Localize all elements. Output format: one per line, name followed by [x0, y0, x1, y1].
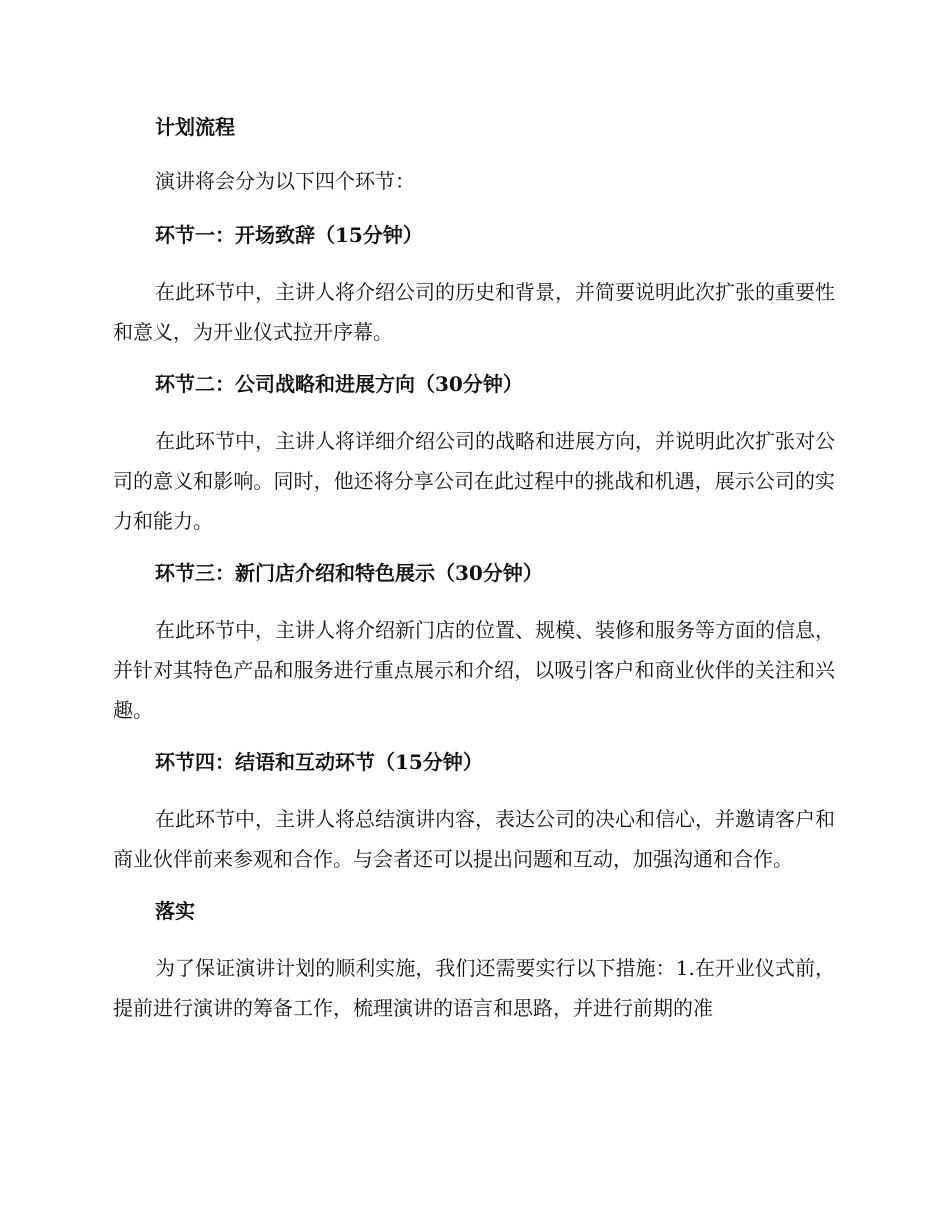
segment-3-body: 在此环节中，主讲人将介绍新门店的位置、规模、装修和服务等方面的信息，并针对其特色产品和服务进行重点展示和介绍，以吸引客户和商业伙伴的关注和兴趣。 — [113, 618, 835, 722]
segment-3-heading: 环节三：新门店介绍和特色展示（30分钟） — [155, 561, 543, 585]
segment-2-heading: 环节二：公司战略和进展方向（30分钟） — [155, 372, 523, 396]
implementation-title: 落实 — [155, 899, 195, 923]
segment-4-body: 在此环节中，主讲人将总结演讲内容，表达公司的决心和信心，并邀请客户和商业伙伴前来参观和合作。与会者还可以提出问题和互动，加强沟通和合作。 — [113, 807, 835, 871]
segment-1-body: 在此环节中，主讲人将介绍公司的历史和背景，并简要说明此次扩张的重要性和意义，为开业仪式拉开序幕。 — [113, 280, 835, 344]
section-title: 计划流程 — [155, 115, 235, 139]
segment-2-body: 在此环节中，主讲人将详细介绍公司的战略和进展方向，并说明此次扩张对公司的意义和影响。同时，他还将分享公司在此过程中的挑战和机遇，展示公司的实力和能力。 — [113, 429, 835, 533]
intro-text: 演讲将会分为以下四个环节： — [155, 169, 415, 193]
segment-4-heading: 环节四：结语和互动环节（15分钟） — [155, 750, 483, 774]
document-body — [113, 110, 835, 1043]
segment-1-heading: 环节一：开场致辞（15分钟） — [155, 223, 423, 247]
implementation-body: 为了保证演讲计划的顺利实施，我们还需要实行以下措施：1.在开业仪式前，提前进行演讲的筹备工作，梳理演讲的语言和思路，并进行前期的准 — [113, 956, 835, 1020]
